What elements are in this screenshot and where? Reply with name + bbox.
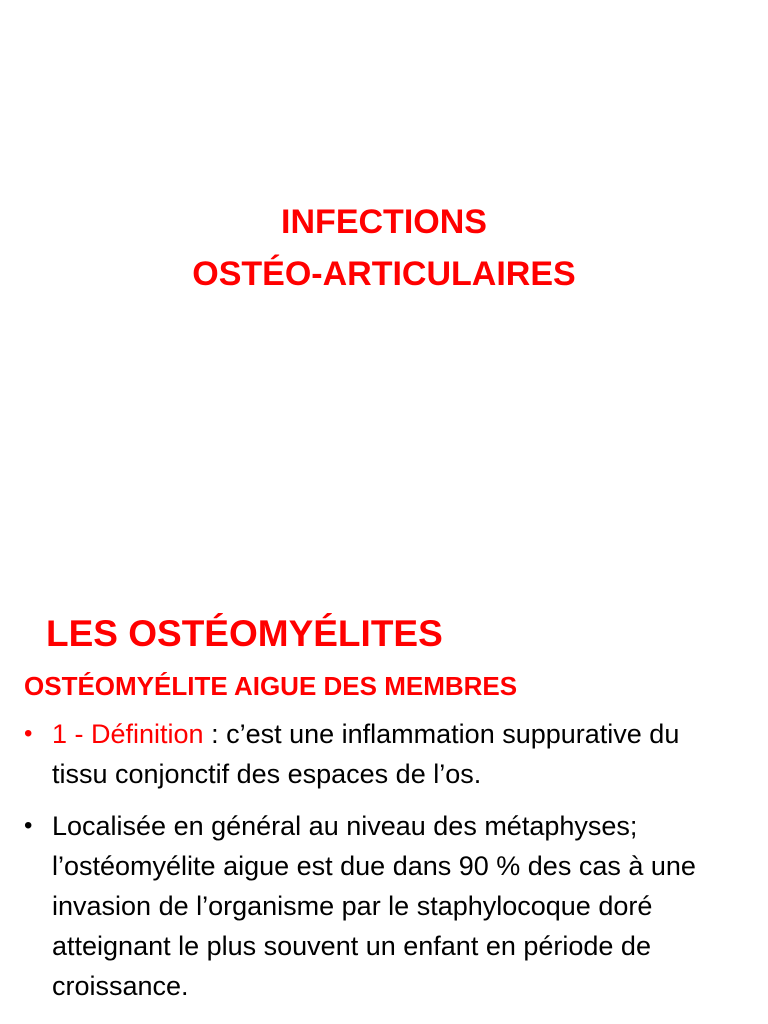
bullet-list <box>24 714 724 1018</box>
main-title-line-2: OSTÉO-ARTICULAIRES <box>192 255 576 293</box>
main-title <box>0 196 768 300</box>
content-slide <box>0 560 768 1024</box>
definition-term: 1 - Définition <box>52 719 204 749</box>
main-title-line-1: INFECTIONS <box>281 203 487 241</box>
bullet-localisation <box>24 806 724 1006</box>
bullet-marker: • <box>24 812 33 839</box>
localisation-text: Localisée en général au niveau des métaphyses; l’ostéomyélite aigue est due dans 90 % des cas à une invasion de l’organisme par le staphylocoque doré atteignant le plus souvent un enfant en période de croissance. <box>52 811 696 1001</box>
section-title: LES OSTÉOMYÉLITES <box>46 613 443 654</box>
definition-text: : c’est une inflammation suppurative du tissu conjonctif des espaces de l’os. <box>52 719 680 789</box>
bullet-definition <box>24 714 724 794</box>
subsection-title: OSTÉOMYÉLITE AIGUE DES MEMBRES <box>24 671 518 701</box>
bullet-marker: • <box>24 720 33 747</box>
